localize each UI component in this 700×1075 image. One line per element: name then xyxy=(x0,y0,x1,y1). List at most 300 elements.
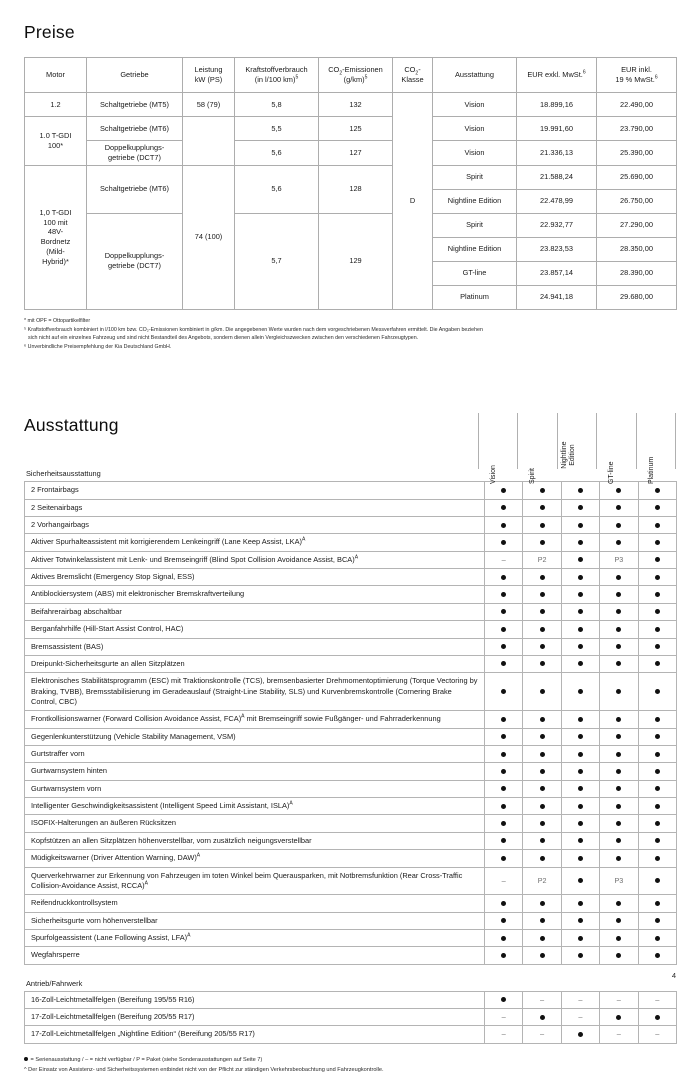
equip-availability-cell xyxy=(638,586,676,603)
equip-availability-cell xyxy=(523,499,561,516)
equip-availability-cell xyxy=(561,551,599,568)
not-available-dash: – xyxy=(540,1029,545,1039)
equip-availability-cell xyxy=(523,655,561,672)
col-header-kraftstoffverbrauch: Kraftstoffverbrauch (in l/100 km)$^5$ xyxy=(235,58,319,93)
equip-row xyxy=(25,832,677,849)
equip-availability-cell xyxy=(561,655,599,672)
equip-availability-cell xyxy=(523,929,561,946)
equip-feature-label: 17-Zoll-Leichtmetallfelgen „Nightline Edition“ (Bereifung 205/55 R17) xyxy=(25,1026,485,1043)
equip-feature-label: Dreipunkt-Sicherheitsgurte an allen Sitzplätzen xyxy=(25,655,485,672)
standard-equipment-dot-icon xyxy=(540,505,545,510)
equip-availability-cell xyxy=(600,912,638,929)
not-available-dash: – xyxy=(501,1029,506,1039)
equip-group-label: Antrieb/Fahrwerk xyxy=(26,978,83,988)
standard-equipment-dot-icon xyxy=(501,821,506,826)
price-table-row xyxy=(25,117,677,141)
equip-availability-cell xyxy=(638,832,676,849)
standard-equipment-dot-icon xyxy=(578,936,583,941)
equip-availability-cell xyxy=(523,569,561,586)
equip-availability-cell xyxy=(638,991,676,1008)
equip-availability-cell xyxy=(561,1009,599,1026)
standard-equipment-dot-icon xyxy=(501,644,506,649)
legend-dot-icon xyxy=(24,1057,28,1061)
equip-row xyxy=(25,534,677,551)
package-marker: P2 xyxy=(537,554,547,564)
equip-availability-cell xyxy=(561,746,599,763)
equip-availability-cell xyxy=(561,638,599,655)
equip-availability-cell xyxy=(561,673,599,711)
standard-equipment-dot-icon xyxy=(578,838,583,843)
standard-equipment-dot-icon xyxy=(540,786,545,791)
col-header-leistung: Leistung kW (PS) xyxy=(183,58,235,93)
price-footnotes xyxy=(24,317,676,351)
cell-ausstattung: Spirit xyxy=(433,213,517,237)
equip-availability-cell xyxy=(561,832,599,849)
footnote-opf: * mit OPF = Ottopartikelfilter xyxy=(24,317,91,324)
equip-row xyxy=(25,991,677,1008)
standard-equipment-dot-icon xyxy=(655,804,660,809)
equip-availability-cell xyxy=(561,728,599,745)
equip-availability-cell xyxy=(600,711,638,728)
col-header-co2-emissionen: $CO_2$-Emissionen $(g/km)^5$ xyxy=(319,58,393,93)
equip-availability-cell xyxy=(600,947,638,964)
equip-availability-cell xyxy=(600,815,638,832)
equip-row xyxy=(25,912,677,929)
package-marker: P3 xyxy=(614,554,624,564)
equip-availability-cell xyxy=(638,763,676,780)
equip-table xyxy=(24,481,677,964)
standard-equipment-dot-icon xyxy=(578,918,583,923)
equip-availability-cell xyxy=(523,1009,561,1026)
standard-equipment-dot-icon xyxy=(540,609,545,614)
standard-equipment-dot-icon xyxy=(540,769,545,774)
col-header-eur-exkl: EUR exkl. MwSt.$^6$ xyxy=(517,58,597,93)
equip-availability-cell xyxy=(600,638,638,655)
equip-availability-cell xyxy=(485,763,523,780)
standard-equipment-dot-icon xyxy=(655,523,660,528)
equip-row xyxy=(25,867,677,895)
standard-equipment-dot-icon xyxy=(540,689,545,694)
equip-availability-cell xyxy=(638,728,676,745)
standard-equipment-dot-icon xyxy=(540,821,545,826)
equip-feature-label: Aktives Bremslicht (Emergency Stop Signal, ESS) xyxy=(25,569,485,586)
equip-column-label: Spirit xyxy=(529,468,537,485)
equip-feature-label: 16-Zoll-Leichtmetallfelgen (Bereifung 195/55 R16) xyxy=(25,991,485,1008)
equip-availability-cell xyxy=(485,673,523,711)
equip-column-headers xyxy=(478,413,676,485)
equip-availability-cell xyxy=(485,534,523,551)
equip-availability-cell xyxy=(523,603,561,620)
equip-availability-cell xyxy=(600,534,638,551)
cell-leistung xyxy=(183,117,235,166)
equip-availability-cell xyxy=(485,621,523,638)
equip-availability-cell xyxy=(523,798,561,815)
standard-equipment-dot-icon xyxy=(616,734,621,739)
cell-eur-exkl: 21.588,24 xyxy=(517,165,597,189)
price-table xyxy=(24,57,677,310)
not-available-dash: – xyxy=(616,994,621,1004)
equip-availability-cell xyxy=(638,673,676,711)
standard-equipment-dot-icon xyxy=(578,609,583,614)
equip-availability-cell xyxy=(485,586,523,603)
standard-equipment-dot-icon xyxy=(501,901,506,906)
standard-equipment-dot-icon xyxy=(655,592,660,597)
footnote-uvp: ⁶ Unverbindliche Preisempfehlung der Kia Deutschland GmbH. xyxy=(24,344,172,351)
equip-availability-cell xyxy=(600,850,638,867)
equip-feature-label: 2 Seitenairbags xyxy=(25,499,485,516)
standard-equipment-dot-icon xyxy=(501,769,506,774)
equip-column-header-spirit xyxy=(517,413,556,485)
standard-equipment-dot-icon xyxy=(540,804,545,809)
not-available-dash: – xyxy=(655,994,660,1004)
equip-feature-label: 2 Vorhangairbags xyxy=(25,517,485,534)
equip-feature-label: 2 Frontairbags xyxy=(25,482,485,499)
cell-leistung: 74 (100) xyxy=(183,165,235,309)
standard-equipment-dot-icon xyxy=(655,1015,660,1020)
equip-availability-cell xyxy=(600,569,638,586)
standard-equipment-dot-icon xyxy=(616,540,621,545)
equip-availability-cell xyxy=(561,499,599,516)
equip-availability-cell xyxy=(523,780,561,797)
equip-feature-label: Gurtstraffer vorn xyxy=(25,746,485,763)
standard-equipment-dot-icon xyxy=(501,505,506,510)
cell-leistung: 58 (79) xyxy=(183,93,235,117)
equip-availability-cell xyxy=(600,1009,638,1026)
standard-equipment-dot-icon xyxy=(616,505,621,510)
equip-feature-label: Aktiver Spurhalteassistent mit korrigierendem Lenkeingriff (Lane Keep Assist, LKA)$^A$ xyxy=(25,534,485,551)
equip-availability-cell xyxy=(523,991,561,1008)
footnote-verbrauch-1: ⁵ Kraftstoffverbrauch kombiniert in l/100 km bzw. CO₂-Emissionen kombiniert in g/km. Die angegebenen Werte wurden nach dem vorgeschriebenen Messverfahren ermittelt. Die Angaben beziehen xyxy=(24,326,483,333)
standard-equipment-dot-icon xyxy=(501,488,506,493)
equip-availability-cell xyxy=(600,1026,638,1043)
col-header-co2-klasse: $CO_2-$ Klasse xyxy=(393,58,433,93)
equip-availability-cell xyxy=(561,586,599,603)
equip-availability-cell xyxy=(638,603,676,620)
equip-feature-label: Berganfahrhilfe (Hill-Start Assist Control, HAC) xyxy=(25,621,485,638)
cell-motor: 1.0 T-GDI 100* xyxy=(25,117,87,166)
cell-kraftstoffverbrauch: 5,6 xyxy=(235,165,319,213)
equip-column-label: Vision xyxy=(490,465,497,485)
equip-availability-cell xyxy=(561,895,599,912)
standard-equipment-dot-icon xyxy=(655,717,660,722)
standard-equipment-dot-icon xyxy=(655,575,660,580)
equip-availability-cell xyxy=(600,499,638,516)
cell-eur-exkl: 21.336,13 xyxy=(517,141,597,166)
equip-availability-cell xyxy=(600,867,638,895)
equip-availability-cell xyxy=(523,763,561,780)
standard-equipment-dot-icon xyxy=(578,1032,583,1037)
not-available-dash: – xyxy=(501,554,506,564)
standard-equipment-dot-icon xyxy=(655,953,660,958)
standard-equipment-dot-icon xyxy=(540,752,545,757)
cell-ausstattung: GT-line xyxy=(433,261,517,285)
standard-equipment-dot-icon xyxy=(578,644,583,649)
equip-availability-cell xyxy=(485,1026,523,1043)
equip-availability-cell xyxy=(638,912,676,929)
equip-feature-label: ISOFIX-Halterungen an äußeren Rücksitzen xyxy=(25,815,485,832)
standard-equipment-dot-icon xyxy=(655,752,660,757)
equip-availability-cell xyxy=(561,569,599,586)
equip-feature-label: 17-Zoll-Leichtmetallfelgen (Bereifung 205/55 R17) xyxy=(25,1009,485,1026)
equip-availability-cell xyxy=(600,746,638,763)
equip-availability-cell xyxy=(600,895,638,912)
equip-column-label: Nightline Edition xyxy=(560,441,576,469)
standard-equipment-dot-icon xyxy=(616,901,621,906)
standard-equipment-dot-icon xyxy=(501,661,506,666)
equip-availability-cell xyxy=(638,746,676,763)
col-header-motor: Motor xyxy=(25,58,87,93)
not-available-dash: – xyxy=(655,1029,660,1039)
not-available-dash: – xyxy=(501,1011,506,1021)
equip-feature-label: Wegfahrsperre xyxy=(25,947,485,964)
standard-equipment-dot-icon xyxy=(501,609,506,614)
equip-availability-cell xyxy=(523,638,561,655)
standard-equipment-dot-icon xyxy=(540,488,545,493)
standard-equipment-dot-icon xyxy=(501,786,506,791)
standard-equipment-dot-icon xyxy=(501,953,506,958)
standard-equipment-dot-icon xyxy=(616,717,621,722)
standard-equipment-dot-icon xyxy=(540,592,545,597)
equip-availability-cell xyxy=(523,815,561,832)
equip-availability-cell xyxy=(485,798,523,815)
standard-equipment-dot-icon xyxy=(540,918,545,923)
cell-getriebe: Schaltgetriebe (MT6) xyxy=(87,117,183,141)
standard-equipment-dot-icon xyxy=(501,575,506,580)
standard-equipment-dot-icon xyxy=(655,557,660,562)
equip-row xyxy=(25,850,677,867)
cell-eur-inkl: 26.750,00 xyxy=(597,189,677,213)
equip-availability-cell xyxy=(523,586,561,603)
standard-equipment-dot-icon xyxy=(578,734,583,739)
equip-availability-cell xyxy=(485,912,523,929)
equip-row xyxy=(25,895,677,912)
equip-table xyxy=(24,991,677,1044)
equip-availability-cell xyxy=(523,551,561,568)
cell-eur-inkl: 22.490,00 xyxy=(597,93,677,117)
equip-column-header-gt-line xyxy=(596,413,635,485)
standard-equipment-dot-icon xyxy=(616,918,621,923)
standard-equipment-dot-icon xyxy=(540,838,545,843)
standard-equipment-dot-icon xyxy=(540,717,545,722)
equip-feature-label: Sicherheitsgurte vorn höhenverstellbar xyxy=(25,912,485,929)
equip-availability-cell xyxy=(638,569,676,586)
equip-row xyxy=(25,746,677,763)
standard-equipment-dot-icon xyxy=(655,540,660,545)
equip-availability-cell xyxy=(485,499,523,516)
standard-equipment-dot-icon xyxy=(578,804,583,809)
cell-ausstattung: Vision xyxy=(433,93,517,117)
equip-row xyxy=(25,929,677,946)
standard-equipment-dot-icon xyxy=(655,627,660,632)
equip-availability-cell xyxy=(523,517,561,534)
standard-equipment-dot-icon xyxy=(501,918,506,923)
equip-availability-cell xyxy=(561,867,599,895)
col-header-ausstattung: Ausstattung xyxy=(433,58,517,93)
equip-availability-cell xyxy=(638,534,676,551)
page-number: 4 xyxy=(671,971,676,980)
standard-equipment-dot-icon xyxy=(578,752,583,757)
equip-availability-cell xyxy=(523,1026,561,1043)
equip-row xyxy=(25,551,677,568)
standard-equipment-dot-icon xyxy=(540,575,545,580)
legend-line-2: ^ Der Einsatz von Assistenz- und Sicherheitssystemen entbindet nicht von der Pflicht zur ständigen Verkehrsbeobachtung und Fahrzeugkontrolle. xyxy=(24,1066,384,1073)
equip-availability-cell xyxy=(485,1009,523,1026)
standard-equipment-dot-icon xyxy=(540,901,545,906)
equip-availability-cell xyxy=(561,912,599,929)
equip-availability-cell xyxy=(638,551,676,568)
standard-equipment-dot-icon xyxy=(501,936,506,941)
equip-availability-cell xyxy=(561,798,599,815)
equip-availability-cell xyxy=(523,850,561,867)
standard-equipment-dot-icon xyxy=(655,901,660,906)
equip-availability-cell xyxy=(561,534,599,551)
cell-eur-inkl: 25.690,00 xyxy=(597,165,677,189)
cell-ausstattung: Vision xyxy=(433,141,517,166)
equip-row xyxy=(25,517,677,534)
standard-equipment-dot-icon xyxy=(616,936,621,941)
not-available-dash: – xyxy=(578,994,583,1004)
standard-equipment-dot-icon xyxy=(655,734,660,739)
equip-column-label: GT-line xyxy=(608,461,616,485)
standard-equipment-dot-icon xyxy=(501,523,506,528)
equip-row xyxy=(25,603,677,620)
equip-group-label: Sicherheitsausstattung xyxy=(26,469,101,479)
equip-availability-cell xyxy=(523,673,561,711)
standard-equipment-dot-icon xyxy=(540,856,545,861)
cell-eur-inkl: 27.290,00 xyxy=(597,213,677,237)
standard-equipment-dot-icon xyxy=(616,644,621,649)
equip-row xyxy=(25,673,677,711)
equip-availability-cell xyxy=(638,655,676,672)
cell-eur-exkl: 22.478,99 xyxy=(517,189,597,213)
price-table-row xyxy=(25,141,677,166)
cell-ausstattung: Spirit xyxy=(433,165,517,189)
standard-equipment-dot-icon xyxy=(578,627,583,632)
standard-equipment-dot-icon xyxy=(540,627,545,632)
equip-feature-label: Beifahrerairbag abschaltbar xyxy=(25,603,485,620)
equip-availability-cell xyxy=(638,895,676,912)
cell-eur-exkl: 24.941,18 xyxy=(517,285,597,309)
cell-getriebe: Schaltgetriebe (MT6) xyxy=(87,165,183,213)
standard-equipment-dot-icon xyxy=(655,505,660,510)
equip-availability-cell xyxy=(561,780,599,797)
equip-availability-cell xyxy=(485,728,523,745)
package-marker: P2 xyxy=(537,875,547,885)
standard-equipment-dot-icon xyxy=(578,856,583,861)
equip-availability-cell xyxy=(485,815,523,832)
standard-equipment-dot-icon xyxy=(616,523,621,528)
equip-feature-label: Bremsassistent (BAS) xyxy=(25,638,485,655)
equip-availability-cell xyxy=(523,621,561,638)
equip-availability-cell xyxy=(638,711,676,728)
equip-availability-cell xyxy=(561,603,599,620)
equip-availability-cell xyxy=(638,929,676,946)
standard-equipment-dot-icon xyxy=(501,804,506,809)
equip-feature-label: Müdigkeitswarner (Driver Attention Warning, DAW)$^A$ xyxy=(25,850,485,867)
equip-row xyxy=(25,482,677,499)
equip-availability-cell xyxy=(485,929,523,946)
cell-kraftstoffverbrauch: 5,8 xyxy=(235,93,319,117)
cell-eur-inkl: 28.390,00 xyxy=(597,261,677,285)
equip-feature-label: Gurtwarnsystem hinten xyxy=(25,763,485,780)
equip-availability-cell xyxy=(523,832,561,849)
equip-feature-label: Gegenlenkunterstützung (Vehicle Stability Management, VSM) xyxy=(25,728,485,745)
standard-equipment-dot-icon xyxy=(616,804,621,809)
standard-equipment-dot-icon xyxy=(501,717,506,722)
equip-column-header-nightline-edition xyxy=(557,413,596,469)
cell-co2-emissionen: 132 xyxy=(319,93,393,117)
not-available-dash: – xyxy=(578,1011,583,1021)
standard-equipment-dot-icon xyxy=(501,838,506,843)
equip-row xyxy=(25,798,677,815)
equip-availability-cell xyxy=(600,832,638,849)
equip-availability-cell xyxy=(600,482,638,499)
equip-availability-cell xyxy=(523,482,561,499)
equip-column-header-platinum xyxy=(636,413,676,485)
cell-eur-exkl: 23.857,14 xyxy=(517,261,597,285)
equip-availability-cell xyxy=(485,746,523,763)
cell-co2-emissionen: 127 xyxy=(319,141,393,166)
footnote-verbrauch-2: sich nicht auf ein einzelnes Fahrzeug und sind nicht Bestandteil des Angebots, sondern dienen allein Vergleichszwecken zwischen den verschiedenen Fahrzeugtypen. xyxy=(28,335,419,342)
standard-equipment-dot-icon xyxy=(655,856,660,861)
equip-availability-cell xyxy=(600,655,638,672)
not-available-dash: – xyxy=(616,1029,621,1039)
equip-row xyxy=(25,638,677,655)
equip-availability-cell xyxy=(485,832,523,849)
standard-equipment-dot-icon xyxy=(578,592,583,597)
equip-row xyxy=(25,586,677,603)
standard-equipment-dot-icon xyxy=(655,488,660,493)
standard-equipment-dot-icon xyxy=(655,936,660,941)
cell-co2-klasse: D xyxy=(393,93,433,310)
price-table-header-row xyxy=(25,58,677,93)
cell-motor: 1.2 xyxy=(25,93,87,117)
equip-availability-cell xyxy=(485,638,523,655)
cell-eur-exkl: 22.932,77 xyxy=(517,213,597,237)
equip-availability-cell xyxy=(600,673,638,711)
standard-equipment-dot-icon xyxy=(501,997,506,1002)
page-title-preise: Preise xyxy=(24,22,75,42)
equip-column-header-vision xyxy=(478,413,517,485)
package-marker: P3 xyxy=(614,875,624,885)
equip-row xyxy=(25,728,677,745)
equip-availability-cell xyxy=(485,482,523,499)
equip-availability-cell xyxy=(638,638,676,655)
cell-eur-exkl: 23.823,53 xyxy=(517,237,597,261)
equip-availability-cell xyxy=(638,482,676,499)
standard-equipment-dot-icon xyxy=(501,540,506,545)
standard-equipment-dot-icon xyxy=(655,644,660,649)
equip-feature-label: Intelligenter Geschwindigkeitsassistent (Intelligent Speed Limit Assistant, ISLA)$^A$ xyxy=(25,798,485,815)
equip-availability-cell xyxy=(523,895,561,912)
standard-equipment-dot-icon xyxy=(616,953,621,958)
standard-equipment-dot-icon xyxy=(578,575,583,580)
equip-availability-cell xyxy=(600,798,638,815)
standard-equipment-dot-icon xyxy=(578,953,583,958)
standard-equipment-dot-icon xyxy=(578,717,583,722)
equip-availability-cell xyxy=(600,780,638,797)
col-header-eur-inkl: EUR inkl. 19 % MwSt.$^6$ xyxy=(597,58,677,93)
equip-availability-cell xyxy=(638,517,676,534)
cell-kraftstoffverbrauch: 5,7 xyxy=(235,213,319,309)
equip-availability-cell xyxy=(638,850,676,867)
standard-equipment-dot-icon xyxy=(578,505,583,510)
equip-column-label: Platinum xyxy=(647,457,655,485)
price-table-row xyxy=(25,93,677,117)
equip-availability-cell xyxy=(485,780,523,797)
equip-availability-cell xyxy=(638,780,676,797)
equip-availability-cell xyxy=(561,1026,599,1043)
